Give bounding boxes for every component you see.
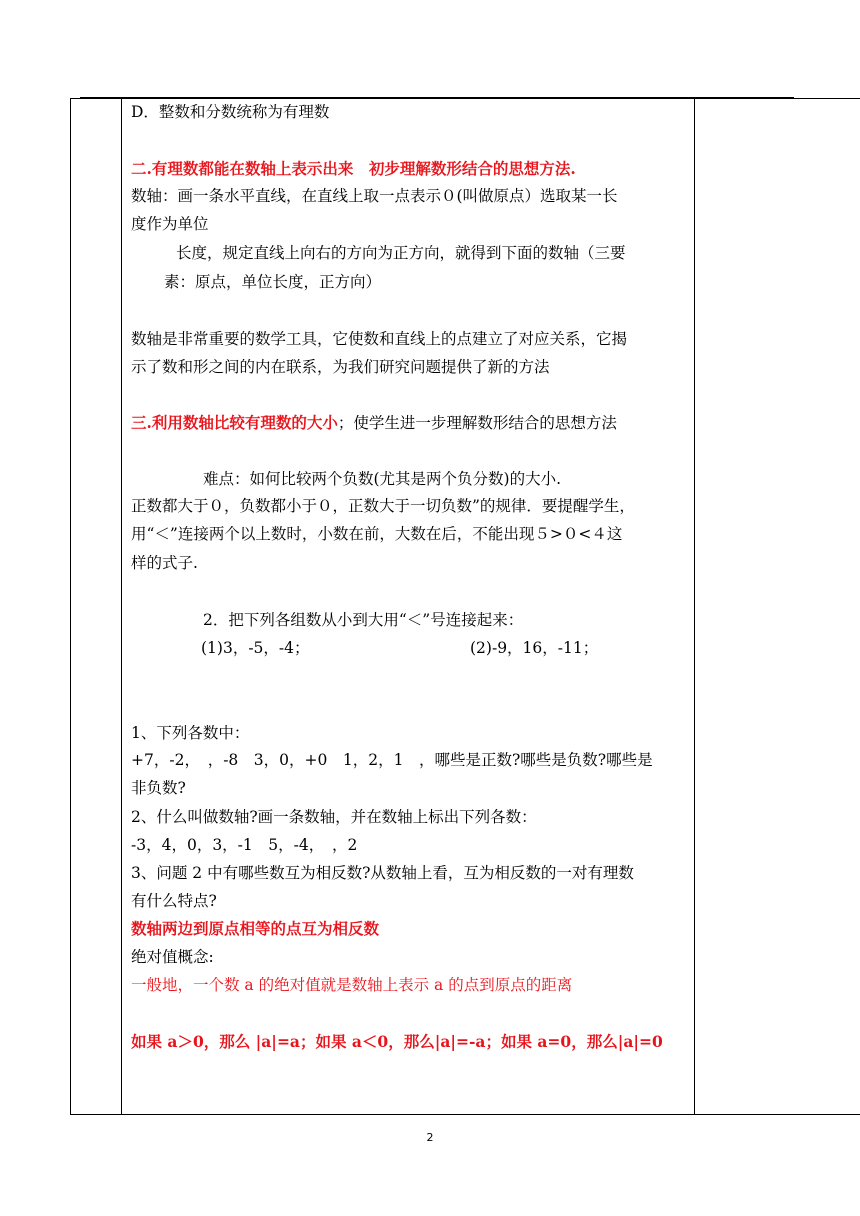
table-border-left <box>70 98 71 1115</box>
three-elements: 素：原点，单位长度，正方向） <box>164 273 382 291</box>
number-line-direction: 长度，规定直线上向右的方向为正方向，就得到下面的数轴（三要 <box>176 244 626 262</box>
difficulty-point: 难点：如何比较两个负数(尤其是两个负分数)的大小. <box>203 470 562 488</box>
question-1-numbers: +7，-2， ，-8 3，0，+0 1，2，1 ，哪些是正数?哪些是负数?哪些是 <box>131 751 653 769</box>
table-bottom-border <box>70 1114 860 1115</box>
number-line-importance-cont: 示了数和形之间的内在联系，为我们研究问题提供了新的方法 <box>131 358 550 376</box>
absolute-value-rule: 如果 a＞0，那么 |a|=a；如果 a＜0，那么|a|=-a；如果 a=0，那么|a|=0 <box>131 1032 663 1051</box>
table-divider-2 <box>694 98 695 1115</box>
sign-rule-cont: 用“＜”连接两个以上数时，小数在前，大数在后，不能出现５>０<４这 <box>131 525 623 543</box>
absolute-value-heading: 绝对值概念: <box>131 948 214 966</box>
exercise-2-prompt: 2．把下列各组数从小到大用“＜”号连接起来： <box>203 611 524 629</box>
number-line-importance: 数轴是非常重要的数学工具，它使数和直线上的点建立了对应关系，它揭 <box>131 330 628 348</box>
question-2: 2、什么叫做数轴?画一条数轴，并在数轴上标出下列各数： <box>131 808 537 826</box>
sign-rule: 正数都大于０，负数都小于０，正数大于一切负数”的规律．要提醒学生， <box>131 497 635 515</box>
section-two-heading: 二.有理数都能在数轴上表示出来 初步理解数形结合的思想方法. <box>131 159 576 178</box>
question-2-numbers: -3，4，0，3，-1 5，-4， ，2 <box>131 836 358 854</box>
exercise-2-part-2: (2)-9，16，-11； <box>470 639 599 657</box>
exercise-2-part-1: (1)3，-5，-4； <box>201 639 310 657</box>
question-3-cont: 有什么特点? <box>131 892 217 910</box>
page-number: 2 <box>426 1131 434 1144</box>
absolute-value-definition: 一般地，一个数 a 的绝对值就是数轴上表示 a 的点到原点的距离 <box>131 976 573 994</box>
number-line-definition-cont: 度作为单位 <box>131 215 209 233</box>
number-line-definition: 数轴：画一条水平直线，在直线上取一点表示０(叫做原点）选取某一长 <box>131 187 618 205</box>
question-1-cont: 非负数? <box>131 779 186 797</box>
section-three-title: 三.利用数轴比较有理数的大小 <box>131 413 338 432</box>
table-divider-1 <box>121 98 122 1115</box>
option-d: D．整数和分数统称为有理数 <box>131 103 330 121</box>
section-three-heading <box>131 413 617 433</box>
sign-rule-end: 样的式子. <box>131 554 198 572</box>
section-three-goal: ；使学生进一步理解数形结合的思想方法 <box>337 414 617 432</box>
question-1: 1、下列各数中： <box>131 724 250 742</box>
table-top-border <box>70 98 860 99</box>
opposite-numbers-answer: 数轴两边到原点相等的点互为相反数 <box>131 919 380 938</box>
question-3: 3、问题 2 中有哪些数互为相反数?从数轴上看，互为相反数的一对有理数 <box>131 864 634 882</box>
